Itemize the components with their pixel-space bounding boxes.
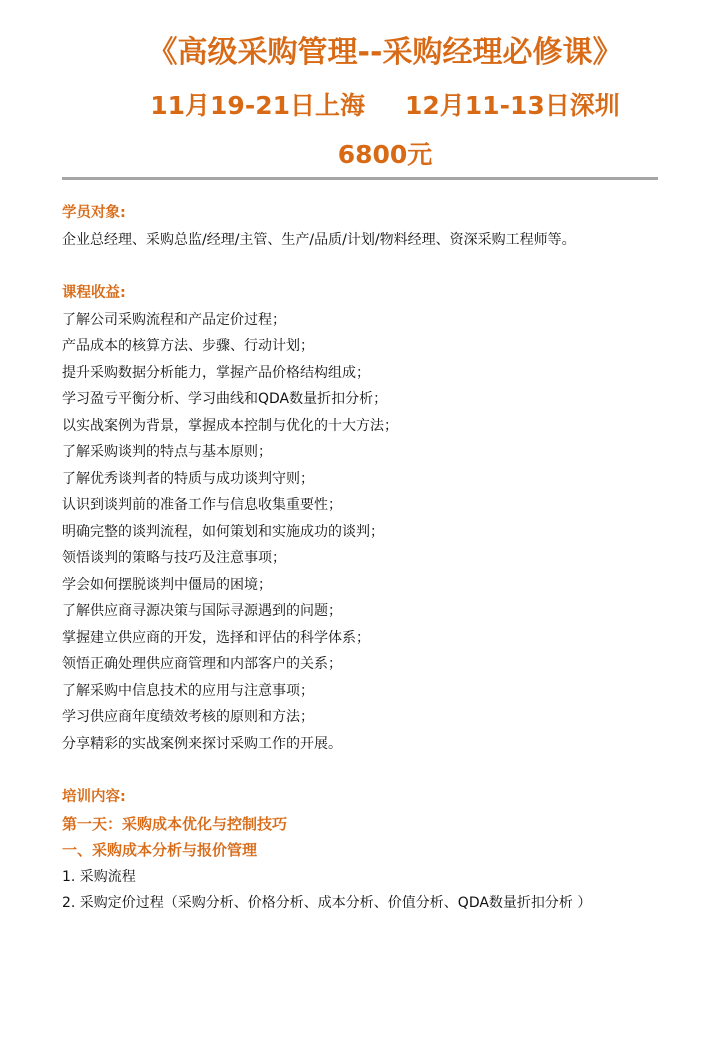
session-dates [0,88,720,124]
audience-text: 企业总经理、采购总监/经理/主管、生产/品质/计划/物料经理、资深采购工程师等。 [62,231,576,248]
benefit-item: 了解优秀谈判者的特质与成功谈判守则； [62,470,314,487]
benefit-item: 领悟正确处理供应商管理和内部客户的关系； [62,656,342,672]
benefit-item: 提升采购数据分析能力，掌握产品价格结构组成； [62,364,370,381]
benefit-item: 分享精彩的实战案例来探讨采购工作的开展。 [62,735,342,752]
section1-heading: 一、采购成本分析与报价管理 [62,841,258,859]
course-title: 《高级采购管理--采购经理必修课》 [147,35,623,70]
training-heading: 培训内容: [62,789,126,805]
training-item: 2. 采购定价过程（采购分析、价格分析、成本分析、价值分析、QDA数量折扣分析 ） [62,895,592,911]
audience-heading: 学员对象: [62,205,126,221]
training-item: 1. 采购流程 [62,868,136,885]
benefit-item: 学习盈亏平衡分析、学习曲线和QDA数量折扣分析； [62,391,388,407]
session-shanghai: 11月19-21日上海 [150,91,365,120]
benefits-heading: 课程收益: [62,285,126,301]
benefit-item: 了解采购中信息技术的应用与注意事项； [62,682,314,699]
benefit-item: 明确完整的谈判流程，如何策划和实施成功的谈判； [62,523,384,540]
benefit-item: 认识到谈判前的准备工作与信息收集重要性； [62,497,342,513]
benefit-item: 学习供应商年度绩效考核的原则和方法； [62,709,314,725]
benefit-item: 学会如何摆脱谈判中僵局的困境； [62,576,272,593]
benefit-item: 了解采购谈判的特点与基本原则； [62,444,272,460]
benefit-item: 掌握建立供应商的开发，选择和评估的科学体系； [62,629,370,646]
benefit-item: 产品成本的核算方法、步骤、行动计划； [62,338,314,354]
day1-heading: 第一天：采购成本优化与控制技巧 [62,814,288,833]
benefits-list [62,307,702,758]
benefit-item: 了解供应商寻源决策与国际寻源遇到的问题； [62,603,342,619]
benefit-item: 以实战案例为背景，掌握成本控制与优化的十大方法； [62,417,398,434]
title-divider [62,177,658,180]
document-body [62,200,702,917]
benefit-item: 领悟谈判的策略与技巧及注意事项； [62,550,286,566]
course-price: 6800元 [337,140,433,169]
benefit-item: 了解公司采购流程和产品定价过程； [62,311,286,328]
session-shenzhen: 12月11-13日深圳 [405,91,620,120]
